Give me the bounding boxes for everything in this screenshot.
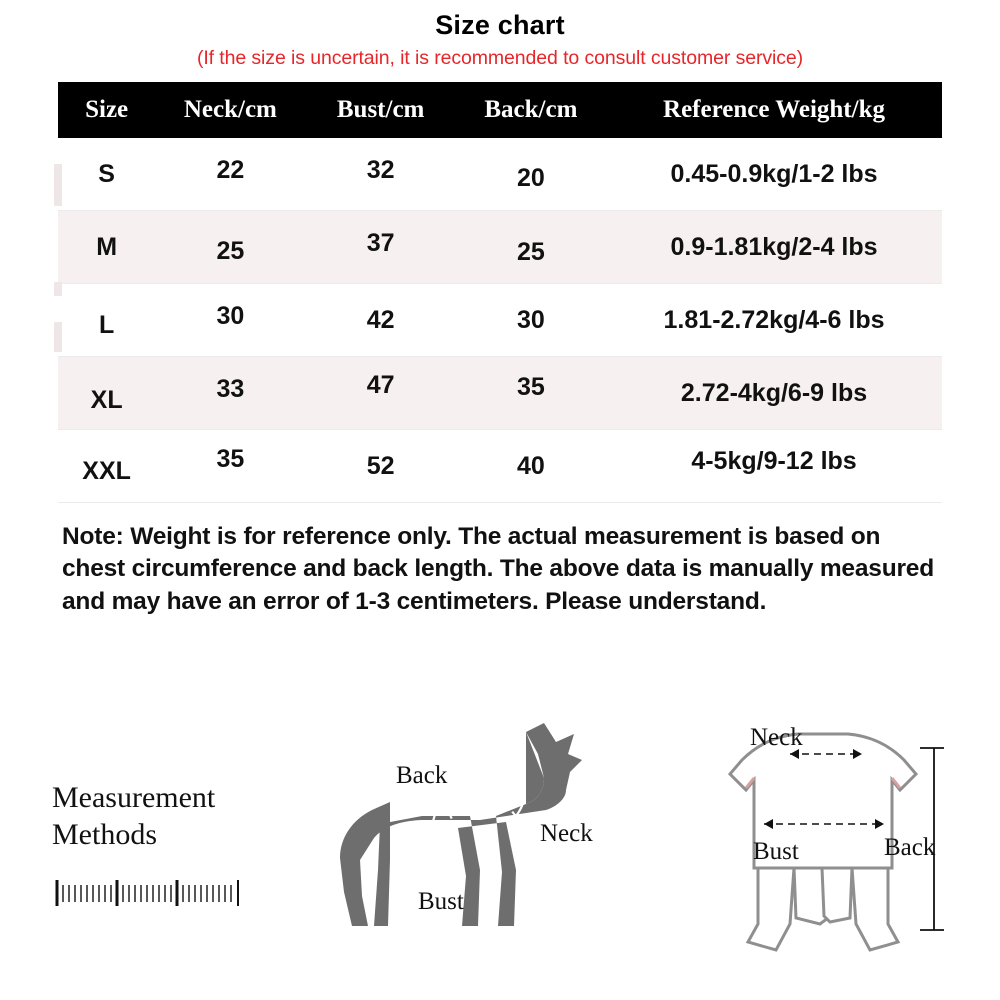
cell-back: 20	[456, 142, 606, 215]
cell-weight: 0.45-0.9kg/1-2 lbs	[606, 138, 942, 211]
dog-neck-label: Neck	[540, 820, 593, 847]
measurement-methods-line1: Measurement	[52, 781, 216, 814]
cell-size: M	[58, 211, 155, 284]
table-row	[58, 284, 942, 357]
cell-neck: 33	[155, 353, 305, 426]
cell-weight: 2.72-4kg/6-9 lbs	[606, 357, 942, 430]
column-header-weight: Reference Weight/kg	[606, 82, 942, 138]
cell-neck: 25	[155, 215, 305, 288]
size-table-container	[58, 82, 942, 503]
cell-size: XL	[58, 364, 155, 437]
cell-bust: 32	[306, 134, 456, 207]
table-header-row	[58, 82, 942, 138]
table-row	[58, 357, 942, 430]
page-subtitle: (If the size is uncertain, it is recommended to consult customer service)	[196, 47, 804, 69]
measurement-methods-heading	[52, 780, 215, 853]
table-row	[58, 211, 942, 284]
size-table-head	[58, 82, 942, 138]
column-header-size: Size	[58, 82, 155, 138]
cell-back: 35	[456, 351, 606, 424]
cell-size: L	[58, 289, 155, 362]
cell-bust: 47	[306, 349, 456, 422]
cell-size: S	[58, 138, 155, 211]
column-header-neck: Neck/cm	[155, 82, 305, 138]
cell-back: 30	[456, 284, 606, 357]
cell-weight: 4-5kg/9-12 lbs	[606, 425, 942, 498]
cell-weight: 1.81-2.72kg/4-6 lbs	[606, 284, 942, 357]
column-header-back: Back/cm	[456, 82, 606, 138]
cell-size: XXL	[58, 435, 155, 508]
garment-back-label: Back	[884, 834, 936, 861]
cell-back: 25	[456, 216, 606, 289]
ruler-icon	[55, 876, 240, 910]
garment-neck-label: Neck	[750, 724, 803, 751]
measurement-note: Note: Weight is for reference only. The actual measurement is based on chest circumference and back length. The above data is manually measured and may have an error of 1-3 centimeters. Please understand.	[62, 523, 935, 615]
cell-weight: 0.9-1.81kg/2-4 lbs	[606, 211, 942, 284]
size-table-body	[58, 138, 942, 503]
scan-artifact	[54, 164, 62, 206]
cell-neck: 22	[155, 134, 305, 207]
dog-bust-label: Bust	[418, 888, 464, 915]
cell-bust: 42	[306, 284, 456, 357]
page-title: Size chart	[435, 10, 565, 40]
table-row	[58, 430, 942, 503]
cell-back: 40	[456, 430, 606, 503]
size-table	[58, 82, 942, 503]
cell-neck: 35	[155, 423, 305, 496]
column-header-bust: Bust/cm	[306, 82, 456, 138]
table-row	[58, 138, 942, 211]
cell-bust: 37	[306, 207, 456, 280]
cell-neck: 30	[155, 280, 305, 353]
measurement-methods-line2: Methods	[52, 817, 157, 851]
garment-bust-label: Bust	[753, 838, 799, 865]
measurement-methods-section	[0, 718, 1000, 1000]
cell-bust: 52	[306, 430, 456, 503]
dog-back-label: Back	[396, 762, 448, 789]
